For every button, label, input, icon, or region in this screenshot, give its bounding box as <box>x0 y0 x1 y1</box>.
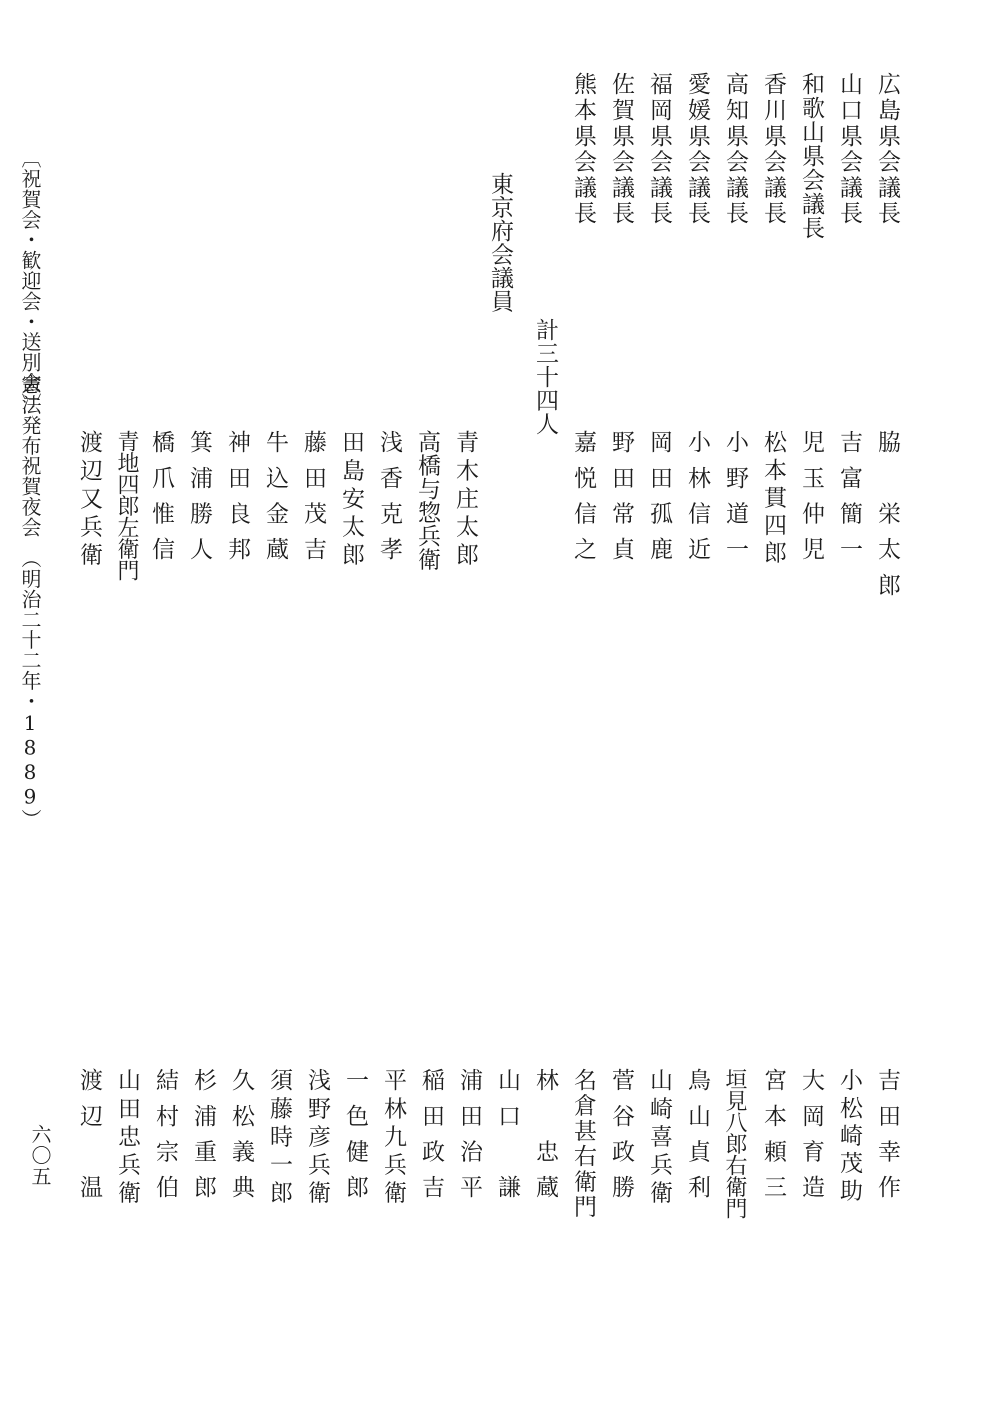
member-name: 渡辺 温 <box>76 1068 102 1211</box>
member-name: 名倉甚右衛門 <box>570 1068 596 1220</box>
member-name: 垣見八郎右衛門 <box>722 1068 747 1219</box>
member-name: 鳥山貞利 <box>684 1068 710 1211</box>
member-name: 久松義典 <box>228 1068 254 1211</box>
member-name: 渡辺又兵衛 <box>76 430 102 571</box>
chair-title: 和歌山県会議長 <box>798 72 824 240</box>
member-name: 山口 謙 <box>494 1068 520 1211</box>
chair-name: 野田常貞 <box>608 430 634 573</box>
member-name: 高橋与惣兵衛 <box>414 430 440 571</box>
member-name: 山田忠兵衛 <box>114 1068 140 1209</box>
chair-name: 児玉仲児 <box>798 430 824 573</box>
member-name: 菅谷政勝 <box>608 1068 634 1211</box>
member-name: 小松崎茂助 <box>836 1068 862 1206</box>
running-header-title: 憲法発布祝賀夜会 <box>18 374 42 538</box>
chair-title: 愛媛県会議長 <box>684 72 710 227</box>
member-name: 橋爪惟信 <box>148 430 174 573</box>
chair-title: 熊本県会議長 <box>570 72 596 227</box>
member-name: 藤田茂吉 <box>300 430 326 573</box>
member-name: 青木庄太郎 <box>452 430 478 571</box>
member-name: 一色健郎 <box>342 1068 368 1211</box>
member-name: 結村宗伯 <box>152 1068 178 1211</box>
running-header-date: （明治二十二年・1889） <box>18 548 42 830</box>
member-name: 浦田治平 <box>456 1068 482 1211</box>
chair-title: 福岡県会議長 <box>646 72 672 227</box>
member-name: 田島安太郎 <box>338 430 364 571</box>
member-name: 青地四郎左衛門 <box>114 430 139 581</box>
member-name: 宮本頼三 <box>760 1068 786 1211</box>
member-name: 浅野彦兵衛 <box>304 1068 330 1209</box>
chair-title: 高知県会議長 <box>722 72 748 227</box>
member-name: 大岡育造 <box>798 1068 824 1211</box>
member-name: 吉田幸作 <box>874 1068 900 1211</box>
chair-title: 山口県会議長 <box>836 72 862 227</box>
chair-title: 香川県会議長 <box>760 72 786 227</box>
chair-title: 広島県会議長 <box>874 72 900 227</box>
running-header-section: 〔祝賀会・歓迎会・送別会〕 <box>18 148 42 414</box>
member-name: 須藤時一郎 <box>266 1068 292 1209</box>
chair-name: 嘉悦信之 <box>570 430 596 573</box>
member-name: 浅香克孝 <box>376 430 402 573</box>
member-name: 牛込金蔵 <box>262 430 288 573</box>
chair-name: 小林信近 <box>684 430 710 573</box>
group-heading: 東京府会議員 <box>487 172 513 313</box>
chair-name: 小野道一 <box>722 430 748 573</box>
member-name: 林 忠蔵 <box>532 1068 558 1211</box>
chair-name: 岡田孤鹿 <box>646 430 672 573</box>
member-name: 山崎喜兵衛 <box>646 1068 672 1209</box>
member-name: 稲田政吉 <box>418 1068 444 1211</box>
member-name: 平林九兵衛 <box>380 1068 406 1209</box>
chair-name: 吉富簡一 <box>836 430 862 573</box>
chair-title: 佐賀県会議長 <box>608 72 634 227</box>
chair-name: 松本貫四郎 <box>760 430 786 568</box>
total-count: 計三十四人 <box>532 318 558 436</box>
member-name: 杉浦重郎 <box>190 1068 216 1211</box>
page-number: 六〇五 <box>28 1124 52 1187</box>
chair-name: 脇 栄太郎 <box>874 430 900 609</box>
member-name: 神田良邦 <box>224 430 250 573</box>
member-name: 箕浦勝人 <box>186 430 212 573</box>
